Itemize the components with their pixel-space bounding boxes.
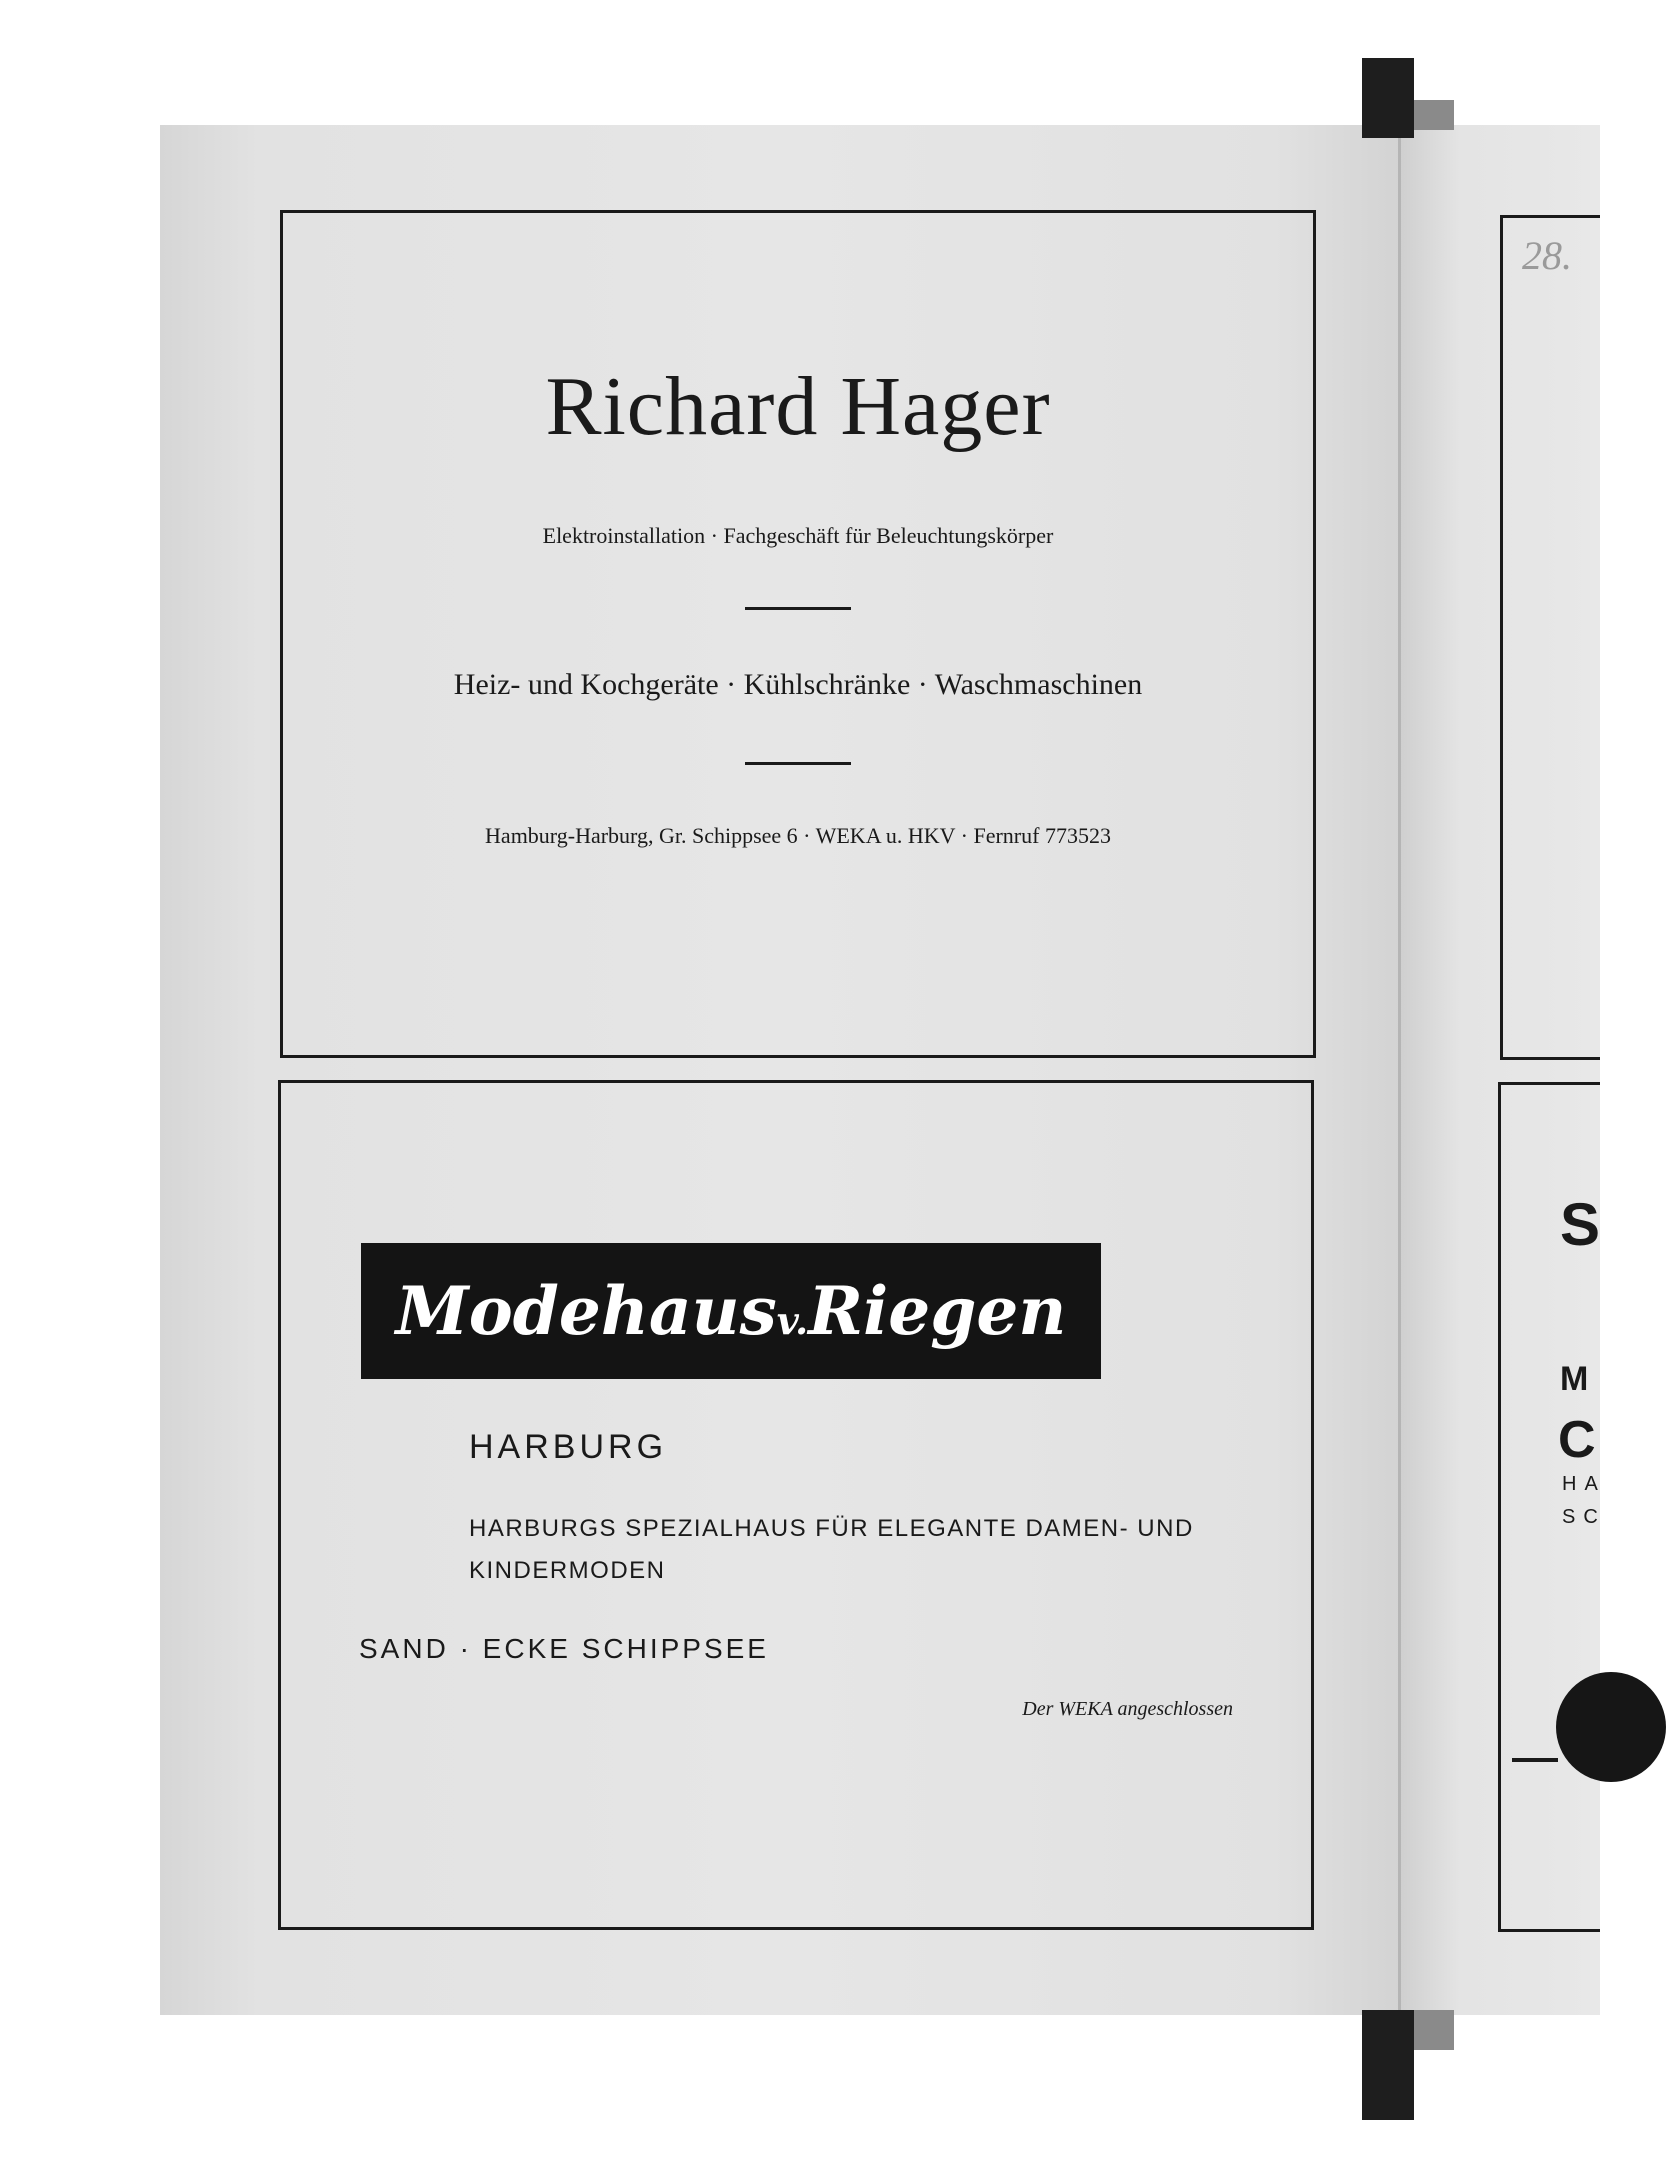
divider xyxy=(745,762,851,765)
binding-tape-bottom xyxy=(1414,2010,1454,2050)
shop-address: SAND · ECKE SCHIPPSEE xyxy=(359,1633,769,1664)
binding-clip-bottom xyxy=(1362,2010,1414,2120)
ad-modehaus-riegen xyxy=(278,1080,1314,1930)
seal-emblem xyxy=(1556,1672,1666,1782)
weka-note: Der WEKA angeschlossen xyxy=(1022,1698,1233,1720)
fragment-text: S xyxy=(1560,1191,1601,1258)
fragment-text: C xyxy=(1558,1411,1596,1469)
binding-clip-top xyxy=(1362,58,1414,138)
scan-border xyxy=(0,0,1600,58)
business-name: Richard Hager xyxy=(545,360,1051,453)
pencil-mark: 28. xyxy=(1522,233,1572,278)
ad-richard-hager xyxy=(280,210,1316,1058)
city-heading: HARBURG xyxy=(469,1428,668,1466)
logo-text: Modehausv.Riegen xyxy=(395,1272,1067,1350)
page-gutter xyxy=(1398,125,1401,2015)
seal-line xyxy=(1512,1758,1558,1762)
divider xyxy=(745,607,851,610)
next-page-ad-top xyxy=(1500,215,1600,1060)
riegen-logo xyxy=(361,1243,1101,1379)
fragment-text: SC xyxy=(1562,1506,1606,1528)
fragment-text: M xyxy=(1560,1360,1593,1398)
product-list: Heiz- und Kochgeräte · Kühlschränke · Waschmaschinen xyxy=(453,668,1143,701)
binding-tape-top xyxy=(1414,100,1454,130)
business-address: Hamburg-Harburg, Gr. Schippsee 6 · WEKA u. HKV · Fernruf 773523 xyxy=(485,823,1111,848)
shop-description: HARBURGS SPEZIALHAUS FÜR ELEGANTE DAMEN- UND KINDERMODEN xyxy=(469,1515,1194,1584)
business-subtitle: Elektroinstallation · Fachgeschäft für Beleuchtungskörper xyxy=(542,523,1054,548)
fragment-text: HA xyxy=(1562,1473,1606,1495)
